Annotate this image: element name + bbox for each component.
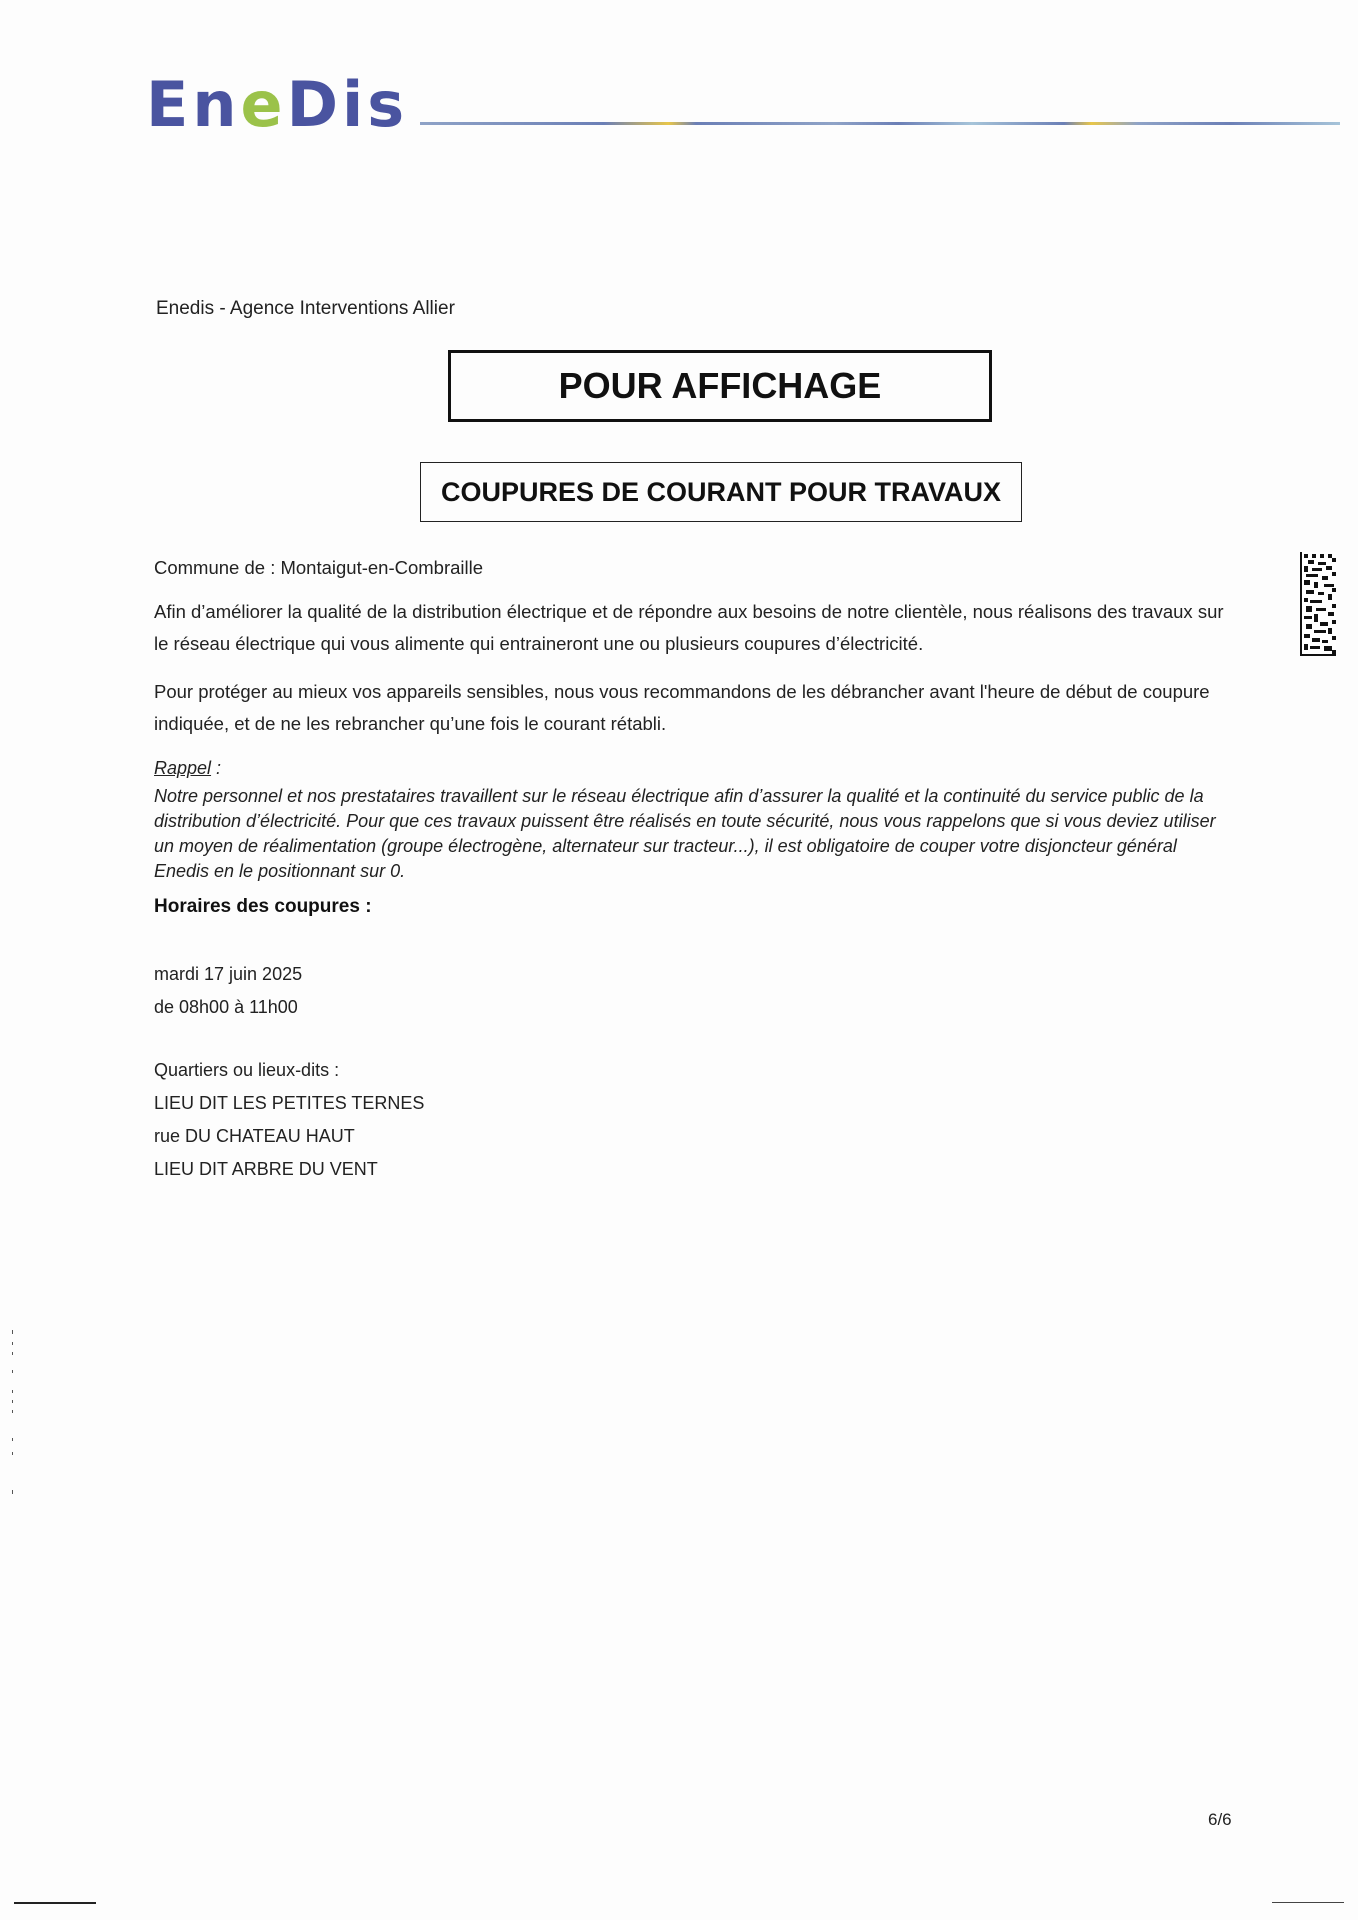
logo-text-part1: En — [146, 68, 241, 141]
subtitle-box — [420, 462, 1022, 522]
horaires-heading: Horaires des coupures : — [154, 896, 372, 917]
header-rule — [420, 122, 1340, 125]
logo-text-part2: Dis — [286, 68, 409, 141]
crop-mark-left — [14, 1902, 96, 1904]
place-item: rue DU CHATEAU HAUT — [154, 1126, 355, 1146]
scan-edge-marks — [10, 1330, 16, 1540]
place-item: LIEU DIT ARBRE DU VENT — [154, 1159, 378, 1179]
schedule-time: de 08h00 à 11h00 — [154, 997, 298, 1017]
crop-mark-right — [1272, 1902, 1344, 1903]
commune-line: Commune de : Montaigut-en-Combraille — [154, 557, 484, 578]
logo-text-accent: e — [240, 68, 287, 141]
rappel-label — [154, 758, 221, 779]
schedule-date: mardi 17 juin 2025 — [154, 964, 303, 984]
schedule-block — [154, 958, 302, 1024]
paragraph-protection: Pour protéger au mieux vos appareils sensibles, nous vous recommandons de les débrancher avant l'heure de début de coupure indiquée, et de ne les rebrancher qu’une fois le courant rétabli. — [154, 681, 1210, 734]
title-box — [448, 350, 992, 422]
rappel-label-colon: : — [211, 758, 222, 778]
enedis-logo — [146, 68, 409, 141]
rappel-body: Notre personnel et nos prestataires travaillent sur le réseau électrique afin d’assurer la qualité et la continuité du service public de la distribution d’électricité. Pour que ces travaux puissent être réalisés en toute sécurité, nous vous rappelons que si vous deviez utiliser un moyen de réalimentation (groupe électrogène, alternateur sur tracteur...), il est obligatoire de couper votre disjoncteur général Enedis en le positionnant sur 0. — [154, 786, 1216, 881]
paragraph-intro: Afin d’améliorer la qualité de la distribution électrique et de répondre aux besoins de notre clientèle, nous réalisons des travaux sur le réseau électrique qui vous alimente qui entraineront une ou plusieurs coupures d’électricité. — [154, 601, 1224, 654]
page-title: POUR AFFICHAGE — [558, 365, 882, 406]
rappel-label-text: Rappel — [154, 758, 212, 778]
agency-name: Enedis - Agence Interventions Allier — [156, 298, 455, 319]
places-block — [154, 1054, 424, 1186]
datamatrix-code-icon — [1300, 552, 1336, 656]
place-item: LIEU DIT LES PETITES TERNES — [154, 1093, 425, 1113]
page-number: 6/6 — [1208, 1810, 1232, 1829]
places-heading: Quartiers ou lieux-dits : — [154, 1060, 340, 1080]
page-subtitle: COUPURES DE COURANT POUR TRAVAUX — [440, 476, 1002, 507]
